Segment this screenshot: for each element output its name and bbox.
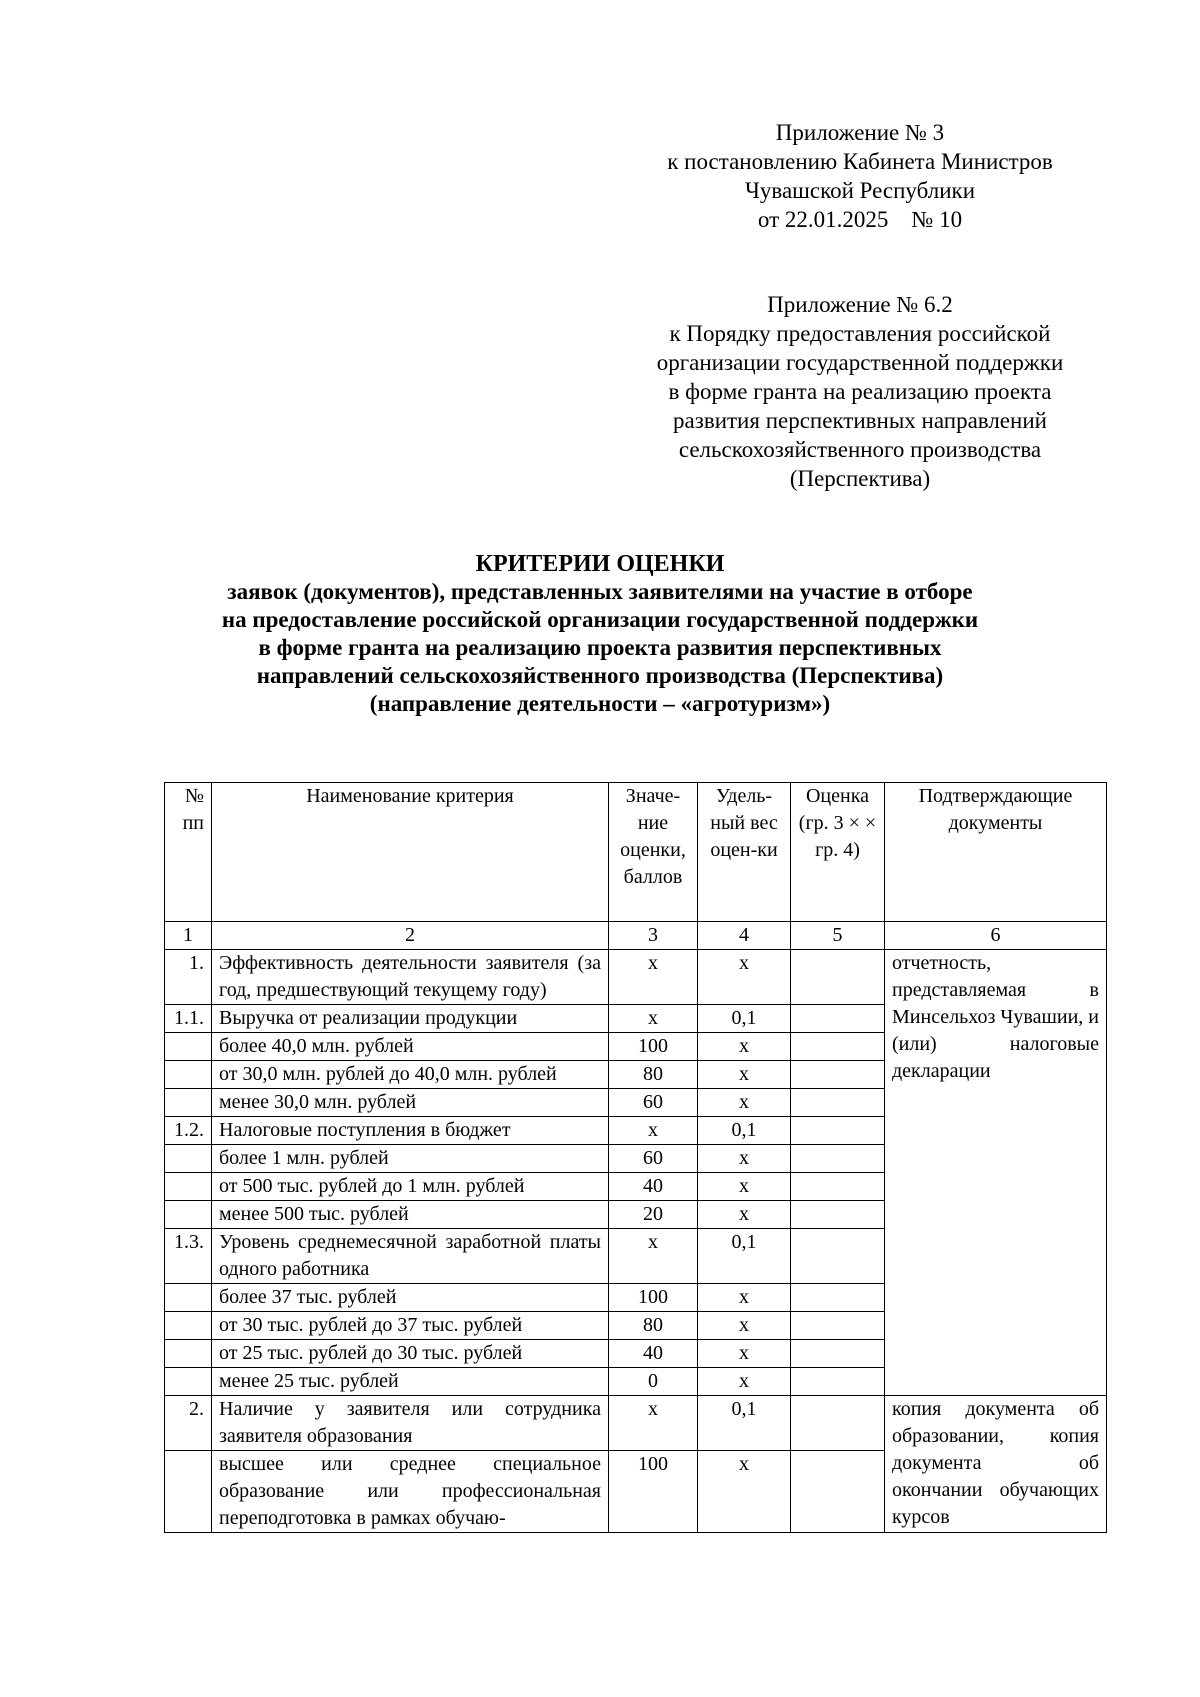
row-score [791,1145,885,1173]
column-number: 4 [698,922,791,950]
row-num [165,1368,212,1396]
row-name: от 30,0 млн. рублей до 40,0 млн. рублей [212,1061,609,1089]
row-num: 2. [165,1396,212,1451]
row-num [165,1284,212,1312]
row-value: 20 [609,1201,698,1229]
row-score [791,1451,885,1533]
row-num: 1.1. [165,1005,212,1033]
row-weight: x [698,1173,791,1201]
row-weight: x [698,1033,791,1061]
column-number: 6 [885,922,1107,950]
row-score [791,1201,885,1229]
row-num [165,1201,212,1229]
row-score [791,1005,885,1033]
row-score [791,1229,885,1284]
row-value: x [609,950,698,1005]
row-value: 40 [609,1173,698,1201]
row-weight: x [698,950,791,1005]
row-value: x [609,1005,698,1033]
criteria-table [164,782,1107,1533]
heading-line: на предоставление российской организации государственной поддержки [221,607,979,632]
row-score [791,1117,885,1145]
row-value: 80 [609,1061,698,1089]
row-weight: 0,1 [698,1005,791,1033]
row-score [791,1312,885,1340]
header-name: Наименование критерия [212,783,609,922]
row-num [165,1312,212,1340]
row-weight: x [698,1312,791,1340]
annex-1-line: Приложение № 3 [775,120,945,145]
row-value: 100 [609,1451,698,1533]
row-name: Выручка от реализации продукции [212,1005,609,1033]
row-num [165,1145,212,1173]
column-number-row [165,922,1107,950]
row-name: Налоговые поступления в бюджет [212,1117,609,1145]
row-score [791,1396,885,1451]
row-name: более 40,0 млн. рублей [212,1033,609,1061]
row-weight: x [698,1145,791,1173]
row-score [791,1089,885,1117]
row-score [791,1340,885,1368]
row-score [791,1033,885,1061]
row-name: менее 30,0 млн. рублей [212,1089,609,1117]
annex-2-line: (Перспектива) [789,466,931,491]
row-num [165,1173,212,1201]
row-weight: 0,1 [698,1396,791,1451]
row-weight: x [698,1201,791,1229]
heading-line: заявок (документов), представленных заявителями на участие в отборе [227,579,973,604]
row-weight: x [698,1061,791,1089]
row-weight: 0,1 [698,1117,791,1145]
row-num [165,1033,212,1061]
row-name: менее 500 тыс. рублей [212,1201,609,1229]
row-value: x [609,1396,698,1451]
row-value: 0 [609,1368,698,1396]
row-weight: x [698,1089,791,1117]
row-name: более 1 млн. рублей [212,1145,609,1173]
table-header-row [165,783,1107,922]
row-weight: x [698,1340,791,1368]
header-weight: Удель-ный вес оцен-ки [698,783,791,922]
annex-2-line: к Порядку предоставления российской [669,321,1051,346]
annex-2-line: в форме гранта на реализацию проекта [668,379,1052,404]
row-docs: отчетность, представляемая в Минсельхоз Чувашии, и (или) налоговые декларации [885,950,1107,1396]
annex-2-line: развития перспективных направлений [673,408,1047,433]
annex-2-line: организации государственной поддержки [656,350,1064,375]
row-value: 60 [609,1145,698,1173]
row-weight: x [698,1451,791,1533]
table-row [165,1396,1107,1451]
row-name: Уровень среднемесячной заработной платы одного работника [212,1229,609,1284]
row-name: высшее или среднее специальное образование или профессиональная переподготовка в рамках обучаю- [212,1451,609,1533]
row-score [791,1061,885,1089]
row-num: 1. [165,950,212,1005]
row-weight: x [698,1368,791,1396]
header-docs: Подтверждающие документы [885,783,1107,922]
row-score [791,1368,885,1396]
column-number: 2 [212,922,609,950]
row-num: 1.3. [165,1229,212,1284]
row-name: от 30 тыс. рублей до 37 тыс. рублей [212,1312,609,1340]
annex-1-reference [610,118,1110,234]
heading-line: (направление деятельности – «агротуризм») [369,691,831,716]
header-score: Оценка (гр. 3 × × гр. 4) [791,783,885,922]
row-num [165,1061,212,1089]
row-name: Наличие у заявителя или сотрудника заявителя образования [212,1396,609,1451]
row-num [165,1340,212,1368]
column-number: 5 [791,922,885,950]
row-docs: копия документа об образовании, копия документа об окончании обучающих курсов [885,1396,1107,1533]
row-value: x [609,1229,698,1284]
heading-line: в форме гранта на реализацию проекта развития перспективных [258,635,942,660]
column-number: 3 [609,922,698,950]
annex-1-line: от 22.01.2025 № 10 [757,207,963,232]
document-heading [150,550,1050,718]
annex-1-line: Чувашской Республики [744,178,976,203]
row-value: 40 [609,1340,698,1368]
annex-2-reference [610,290,1110,493]
row-name: более 37 тыс. рублей [212,1284,609,1312]
annex-2-line: Приложение № 6.2 [767,292,953,317]
row-num: 1.2. [165,1117,212,1145]
row-value: 100 [609,1033,698,1061]
row-num [165,1089,212,1117]
row-value: 100 [609,1284,698,1312]
column-number: 1 [165,922,212,950]
header-value: Значе-ние оценки, баллов [609,783,698,922]
row-name: Эффективность деятельности заявителя (за год, предшествующий текущему году) [212,950,609,1005]
annex-1-line: к постановлению Кабинета Министров [667,149,1053,174]
table-row [165,950,1107,1005]
row-value: 80 [609,1312,698,1340]
heading-line: направлений сельскохозяйственного производства (Перспектива) [256,663,944,688]
row-name: менее 25 тыс. рублей [212,1368,609,1396]
row-weight: x [698,1284,791,1312]
row-value: 60 [609,1089,698,1117]
row-name: от 25 тыс. рублей до 30 тыс. рублей [212,1340,609,1368]
header-num: № пп [165,783,212,922]
row-score [791,950,885,1005]
row-weight: 0,1 [698,1229,791,1284]
row-num [165,1451,212,1533]
row-score [791,1173,885,1201]
row-name: от 500 тыс. рублей до 1 млн. рублей [212,1173,609,1201]
row-value: x [609,1117,698,1145]
row-score [791,1284,885,1312]
document-title: КРИТЕРИИ ОЦЕНКИ [475,551,725,577]
annex-2-line: сельскохозяйственного производства [678,437,1042,462]
